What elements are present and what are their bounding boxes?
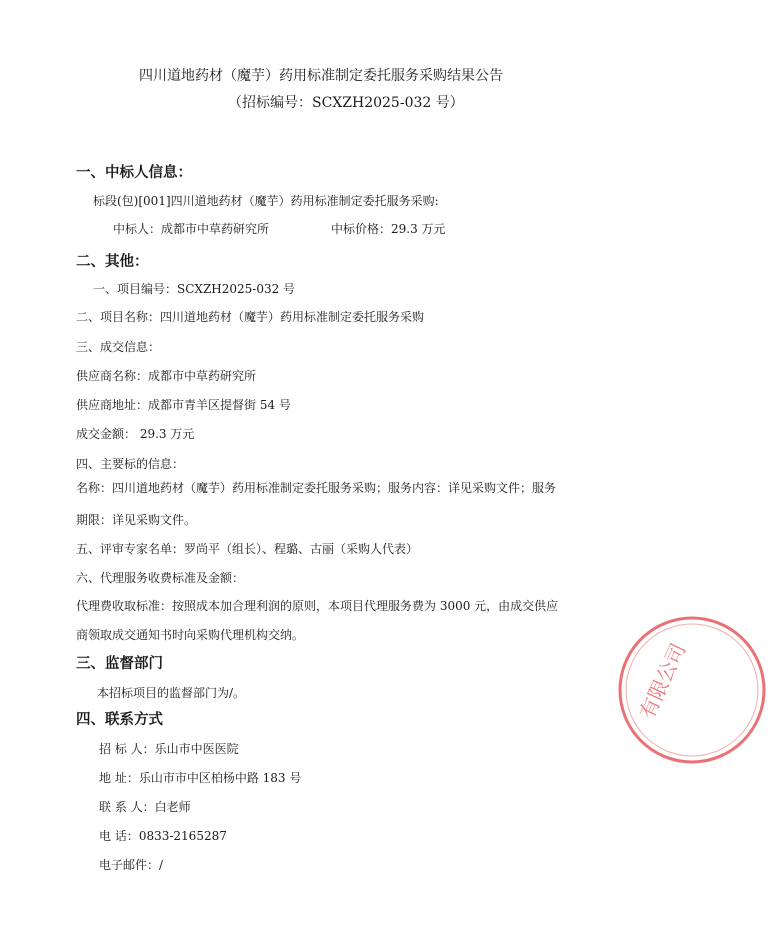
- official-seal-stamp: [612, 610, 772, 770]
- fee-line-1: 代理费收取标准：按照成本加合理利润的原则，本项目代理服务费为 3000 元，由成交供应: [76, 599, 559, 613]
- supplier-address: 供应商地址：成都市青羊区提督街 54 号: [76, 398, 291, 412]
- deal-info-label: 三、成交信息：: [76, 340, 161, 354]
- deal-amount: 成交金额： 29.3 万元: [76, 427, 195, 441]
- winner-price: 中标价格：29.3 万元: [331, 222, 446, 236]
- phone-line: 电 话：0833-2165287: [99, 829, 227, 843]
- target-line-2: 期限：详见采购文件。: [76, 513, 197, 527]
- supplier-name: 供应商名称：成都市中草药研究所: [76, 369, 257, 383]
- project-number: 一、项目编号：SCXZH2025-032 号: [93, 282, 296, 296]
- winner-line: 中标人：成都市中草药研究所: [113, 222, 270, 236]
- tenderer-line: 招 标 人：乐山市中医医院: [99, 742, 239, 756]
- section-3-heading: 三、监督部门: [76, 656, 163, 672]
- page-title: 四川道地药材（魔芋）药用标准制定委托服务采购结果公告: [139, 68, 503, 84]
- expert-list: 五、评审专家名单：罗尚平（组长）、程璐、古丽（采购人代表）: [76, 542, 419, 556]
- section-1-heading: 一、中标人信息：: [76, 165, 192, 181]
- fee-line-2: 商领取成交通知书时向采购代理机构交纳。: [76, 628, 305, 642]
- project-name: 二、项目名称：四川道地药材（魔芋）药用标准制定委托服务采购: [76, 310, 425, 324]
- contact-line: 联 系 人：白老师: [99, 800, 191, 814]
- fee-label: 六、代理服务收费标准及金额：: [76, 571, 245, 585]
- address-line: 地 址：乐山市市中区柏杨中路 183 号: [99, 771, 302, 785]
- page-subtitle: （招标编号：SCXZH2025-032 号）: [228, 95, 464, 111]
- section-2-heading: 二、其他：: [76, 254, 149, 270]
- section-4-heading: 四、联系方式: [76, 712, 163, 728]
- svg-text:有限公司: 有限公司: [634, 639, 691, 723]
- email-line: 电子邮件：/: [99, 858, 164, 872]
- target-line-1: 名称：四川道地药材（魔芋）药用标准制定委托服务采购；服务内容：详见采购文件；服务: [76, 481, 557, 495]
- lot-line: 标段(包)[001]四川道地药材（魔芋）药用标准制定委托服务采购:: [93, 194, 439, 208]
- supervisor-text: 本招标项目的监督部门为/。: [97, 686, 246, 700]
- main-target-label: 四、主要标的信息：: [76, 457, 185, 471]
